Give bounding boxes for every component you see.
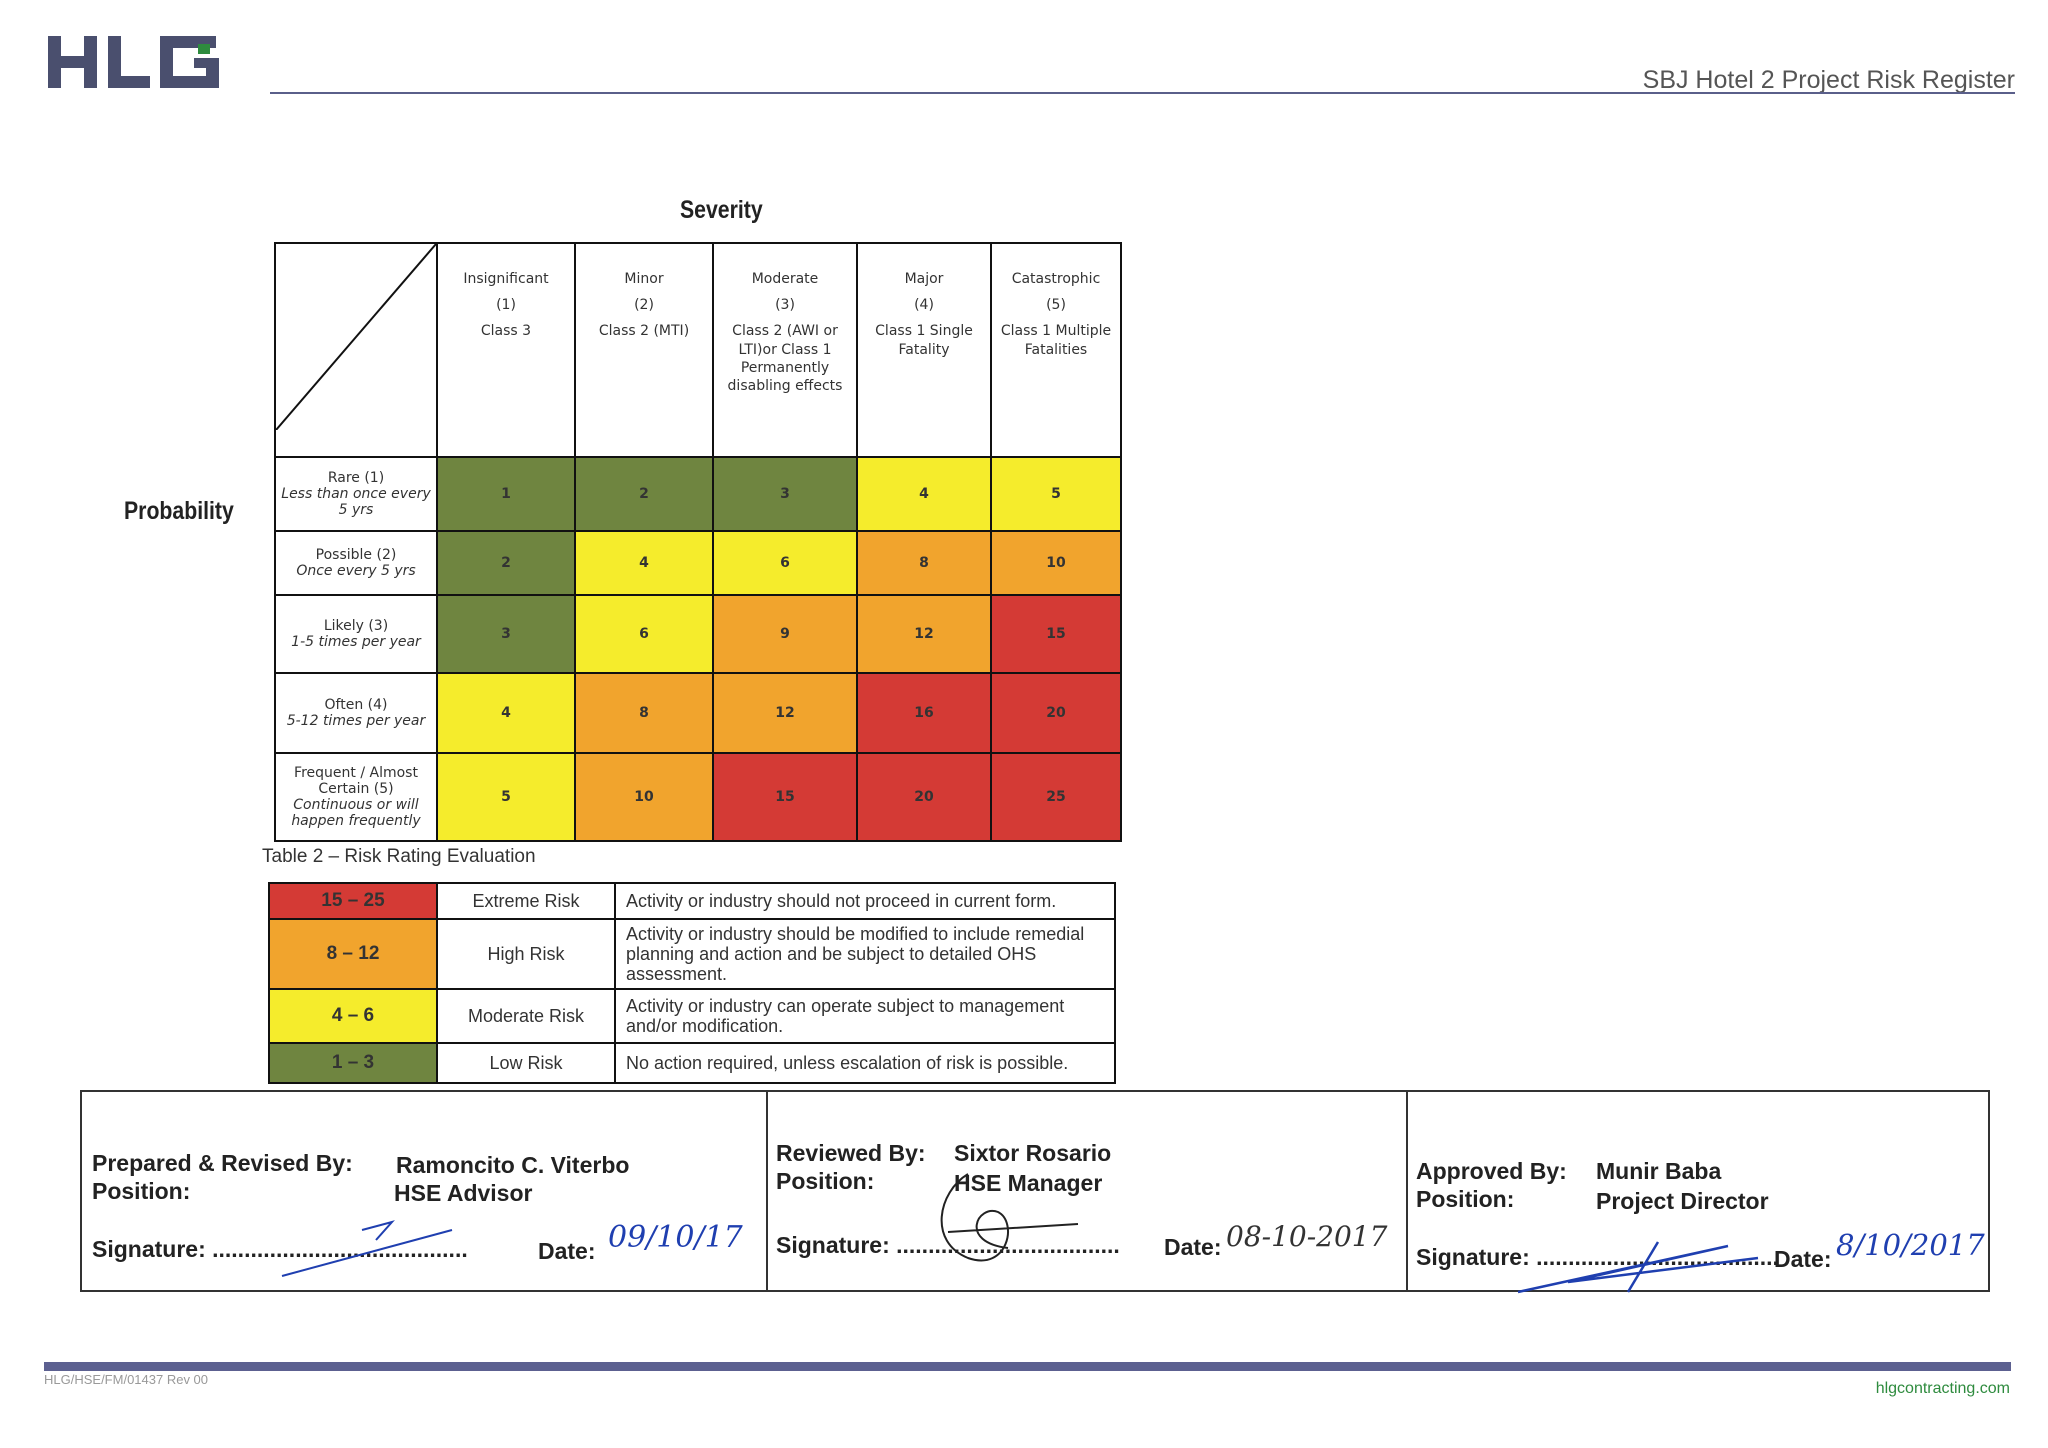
risk-cell: 10 [575,753,713,841]
rating-description: No action required, unless escalation of risk is possible. [615,1043,1115,1083]
rating-range: 1 – 3 [269,1043,437,1083]
risk-cell: 1 [437,457,575,531]
approver-position: Project Director [1596,1188,1769,1214]
probability-row-rare [275,457,1121,531]
rating-description: Activity or industry should not proceed in current form. [615,883,1115,919]
table-caption: Table 2 – Risk Rating Evaluation [262,846,536,867]
severity-minor: Minor (2) Class 2 (MTI) [575,243,713,457]
date-label: Date: [538,1238,596,1264]
probability-row-likely [275,595,1121,673]
probability-label: Possible (2) Once every 5 yrs [275,531,437,595]
probability-heading: Probability [124,497,234,525]
approval-signoff-box [80,1090,1990,1292]
risk-cell: 5 [437,753,575,841]
header-divider [270,92,2015,94]
rating-level: High Risk [437,919,615,989]
severity-catastrophic: Catastrophic (5) Class 1 Multiple Fatalities [991,243,1121,457]
signature-line: Signature: ...................................... [1416,1244,1779,1270]
risk-cell: 6 [713,531,857,595]
handwritten-signature [928,1162,1088,1282]
date-label: Date: [1164,1234,1222,1260]
risk-cell: 4 [437,673,575,753]
handwritten-date: 09/10/17 [608,1220,743,1255]
position-label: Position: [776,1168,875,1194]
handwritten-date: 8/10/2017 [1836,1228,1985,1262]
severity-moderate: Moderate (3) Class 2 (AWI or LTI)or Class 1 Permanently disabling effects [713,243,857,457]
rating-level: Moderate Risk [437,989,615,1043]
date-label: Date: [1774,1246,1832,1272]
risk-cell: 12 [713,673,857,753]
risk-cell: 15 [991,595,1121,673]
rating-level: Extreme Risk [437,883,615,919]
risk-cell: 6 [575,595,713,673]
prepared-by-label: Prepared & Revised By: [92,1150,353,1176]
risk-rating-table [268,882,1116,1084]
approved-by-section [1408,1092,1988,1290]
risk-cell: 10 [991,531,1121,595]
severity-header-row [275,243,1121,457]
probability-row-often [275,673,1121,753]
risk-cell: 20 [991,673,1121,753]
handwritten-date: 08-10-2017 [1226,1220,1388,1253]
position-label: Position: [92,1178,191,1204]
handwritten-signature [242,1218,462,1278]
reviewed-by-section [768,1092,1408,1290]
probability-label: Frequent / Almost Certain (5) Continuous or will happen frequently [275,753,437,841]
website-link[interactable]: hlgcontracting.com [1875,1380,2010,1397]
reviewer-name: Sixtor Rosario [954,1140,1112,1166]
hlg-logo [48,32,224,96]
risk-cell: 9 [713,595,857,673]
probability-row-frequent [275,753,1121,841]
severity-heading: Severity [680,196,763,224]
rating-row-low [269,1043,1115,1083]
risk-cell: 3 [713,457,857,531]
rating-description: Activity or industry can operate subject to management and/or modification. [615,989,1115,1043]
matrix-corner-cell [275,243,437,457]
risk-cell: 3 [437,595,575,673]
risk-cell: 12 [857,595,991,673]
risk-cell: 2 [575,457,713,531]
approver-name: Munir Baba [1596,1158,1722,1184]
rating-level: Low Risk [437,1043,615,1083]
probability-row-possible [275,531,1121,595]
risk-cell: 2 [437,531,575,595]
form-code: HLG/HSE/FM/01437 Rev 00 [44,1372,209,1387]
rating-row-extreme [269,883,1115,919]
rating-row-high [269,919,1115,989]
reviewer-position: HSE Manager [954,1170,1103,1196]
preparer-position: HSE Advisor [394,1180,533,1206]
risk-cell: 8 [857,531,991,595]
signature-line: Signature: ........................................ [92,1236,468,1262]
risk-cell: 16 [857,673,991,753]
position-label: Position: [1416,1186,1515,1212]
risk-cell: 25 [991,753,1121,841]
risk-matrix [274,242,1122,842]
prepared-by-section [82,1092,768,1290]
probability-label: Likely (3) 1-5 times per year [275,595,437,673]
approved-by-label: Approved By: [1416,1158,1567,1184]
risk-cell: 4 [575,531,713,595]
risk-cell: 5 [991,457,1121,531]
risk-cell: 20 [857,753,991,841]
rating-range: 4 – 6 [269,989,437,1043]
risk-cell: 15 [713,753,857,841]
handwritten-signature [1508,1222,1768,1302]
risk-cell: 4 [857,457,991,531]
severity-major: Major (4) Class 1 Single Fatality [857,243,991,457]
rating-row-moderate [269,989,1115,1043]
rating-range: 8 – 12 [269,919,437,989]
probability-label: Rare (1) Less than once every 5 yrs [275,457,437,531]
severity-insignificant: Insignificant (1) Class 3 [437,243,575,457]
document-title: SBJ Hotel 2 Project Risk Register [1642,66,2015,94]
signature-line: Signature: ................................... [776,1232,1120,1258]
preparer-name: Ramoncito C. Viterbo [396,1152,630,1178]
probability-label: Often (4) 5-12 times per year [275,673,437,753]
rating-description: Activity or industry should be modified to include remedial planning and action and be subject to detailed OHS assessment. [615,919,1115,989]
reviewed-by-label: Reviewed By: [776,1140,926,1166]
corner-diagonal [276,244,436,430]
footer-divider [44,1362,2011,1371]
rating-range: 15 – 25 [269,883,437,919]
risk-cell: 8 [575,673,713,753]
